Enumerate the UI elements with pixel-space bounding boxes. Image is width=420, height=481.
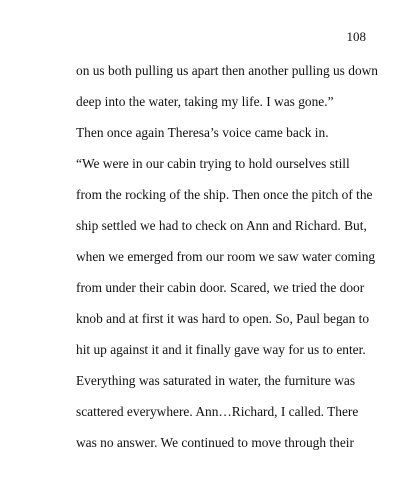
text-line: was no answer. We continued to move through their xyxy=(76,435,354,450)
body-text xyxy=(76,63,379,467)
text-line: Then once again Theresa’s voice came back in. xyxy=(76,125,329,140)
text-line: from the rocking of the ship. Then once the pitch of the xyxy=(76,187,373,202)
text-line: scattered everywhere. Ann…Richard, I called. There xyxy=(76,404,359,419)
text-line: on us both pulling us apart then another pulling us down xyxy=(76,63,379,78)
text-line: “We were in our cabin trying to hold ourselves still xyxy=(76,156,350,171)
page-number: 108 xyxy=(346,29,366,44)
text-line: knob and at first it was hard to open. So, Paul began to xyxy=(76,311,370,326)
text-line: Everything was saturated in water, the furniture was xyxy=(76,373,356,388)
text-line: from under their cabin door. Scared, we tried the door xyxy=(76,280,365,295)
text-line: when we emerged from our room we saw water coming xyxy=(76,249,376,264)
text-line: ship settled we had to check on Ann and Richard. But, xyxy=(76,218,367,233)
text-line: hit up against it and it finally gave way for us to enter. xyxy=(76,342,366,357)
text-line: deep into the water, taking my life. I was gone.” xyxy=(76,94,334,109)
